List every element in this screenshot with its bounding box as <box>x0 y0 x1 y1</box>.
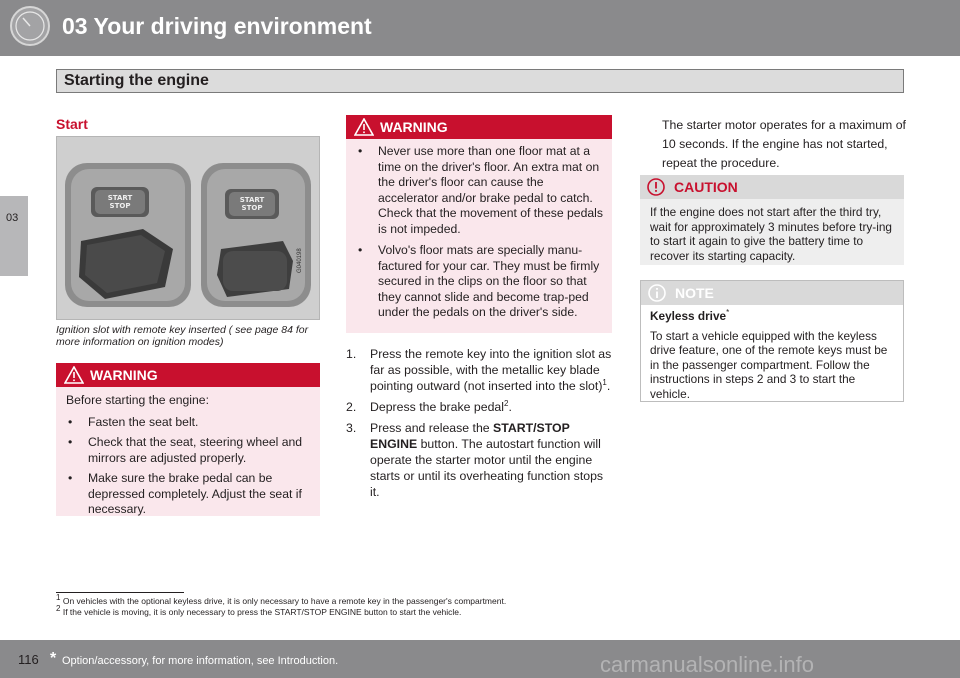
caution-bar <box>640 175 904 199</box>
list-item: • Make sure the brake pedal can be depressed completely. Adjust the seat if necessary. <box>68 471 302 516</box>
list-item: • Volvo's floor mats are specially manu-factured for your car. They must be firmly secured in the clips on the floor so that they cannot slide and become trap-ped under the pedals on the driver's side. <box>358 243 600 319</box>
start-heading: Start <box>56 116 88 132</box>
list-item: • Never use more than one floor mat at a time on the driver's floor. An extra mat on the driver's floor can cause the accelerator and/or brake pedal to catch. Check that the movement of these pedals is not impeded. <box>358 144 603 236</box>
footnotes <box>56 593 916 618</box>
caution-text: If the engine does not start after the third try, wait for approximately 3 minutes before try-ing to start it again to give the battery time to recover its starting capacity. <box>650 205 892 263</box>
figure-code: G040198 <box>297 248 303 273</box>
note-text: To start a vehicle equipped with the keyless drive feature, one of the remote keys must be in the passenger compartment. Follow the instructions in steps 2 and 3 to start the vehicle. <box>650 328 888 401</box>
note-heading: Keyless drive <box>650 309 727 323</box>
info-icon <box>648 284 666 302</box>
ignition-slot-figure <box>56 136 320 320</box>
warning-box-floor-mats <box>346 115 612 333</box>
section-title: Starting the engine <box>64 72 209 89</box>
step-2: 2. Depress the brake pedal$^2$. <box>346 398 512 414</box>
warning-body <box>356 144 604 326</box>
warning-label: WARNING <box>90 367 158 383</box>
note-body: Keyless drive* To start a vehicle equipped with the keyless drive feature, one of the remote keys must be in the passenger compartment. Follow the instructions in steps 2 and 3 to start the vehicle. <box>650 309 895 401</box>
chapter-side-tab-label: 03 <box>6 212 19 224</box>
warning-bar <box>56 363 320 387</box>
note-bar <box>641 281 903 305</box>
speedometer-icon <box>10 6 50 46</box>
caution-box <box>640 175 904 265</box>
footer-star: * <box>50 650 57 667</box>
step-3: 3. Press and release the START/STOP ENGINE button. The autostart function will operate the starter motor until the engine starts or until its overheating function stops it. <box>346 421 604 499</box>
warning-box-seatbelt <box>56 363 320 516</box>
chapter-title: 03 Your driving environment <box>62 13 372 39</box>
list-item: • Fasten the seat belt. <box>68 414 199 429</box>
warning-body <box>66 393 312 523</box>
list-item: • Check that the seat, steering wheel and mirrors are adjusted properly. <box>68 435 303 465</box>
warning-bar <box>346 115 612 139</box>
note-label: NOTE <box>675 285 714 301</box>
caution-label: CAUTION <box>674 179 738 195</box>
footer-note: Option/accessory, for more information, see Introduction. <box>62 655 339 667</box>
footnote-rule <box>56 592 184 593</box>
caution-exclamation-icon <box>647 178 665 196</box>
warning-intro: Before starting the engine: <box>66 393 209 407</box>
footnote-2: $^2$ If the vehicle is moving, it is only necessary to press the START/STOP ENGINE button to start the vehicle. <box>56 604 462 617</box>
warning-triangle-icon <box>64 366 84 384</box>
note-box <box>640 280 904 402</box>
svg-text:STOP: STOP <box>241 204 263 212</box>
page-number: 116 <box>18 652 39 667</box>
procedure-steps <box>346 346 614 505</box>
figure-caption: Ignition slot with remote key inserted ( see page 84 for more information on ignition modes) <box>56 324 309 348</box>
warning-triangle-icon <box>354 118 374 136</box>
svg-text:START: START <box>239 196 265 204</box>
svg-text:STOP: STOP <box>109 202 131 210</box>
chapter-side-tab <box>0 196 28 276</box>
svg-text:START: START <box>107 194 133 202</box>
watermark: carmanualsonline.info <box>600 652 815 677</box>
step-1: 1. Press the remote key into the ignition slot as far as possible, with the metallic key blade pointing outward (not inserted into the slot)$^1$. <box>346 347 612 393</box>
warning-label: WARNING <box>380 119 448 135</box>
starter-motor-paragraph: The starter motor operates for a maximum of 10 seconds. If the engine has not started, repeat the procedure. <box>662 118 906 170</box>
footnote-1: $^1$ On vehicles with the optional keyless drive, it is only necessary to have a remote key in the passenger's compartment. <box>56 593 507 606</box>
